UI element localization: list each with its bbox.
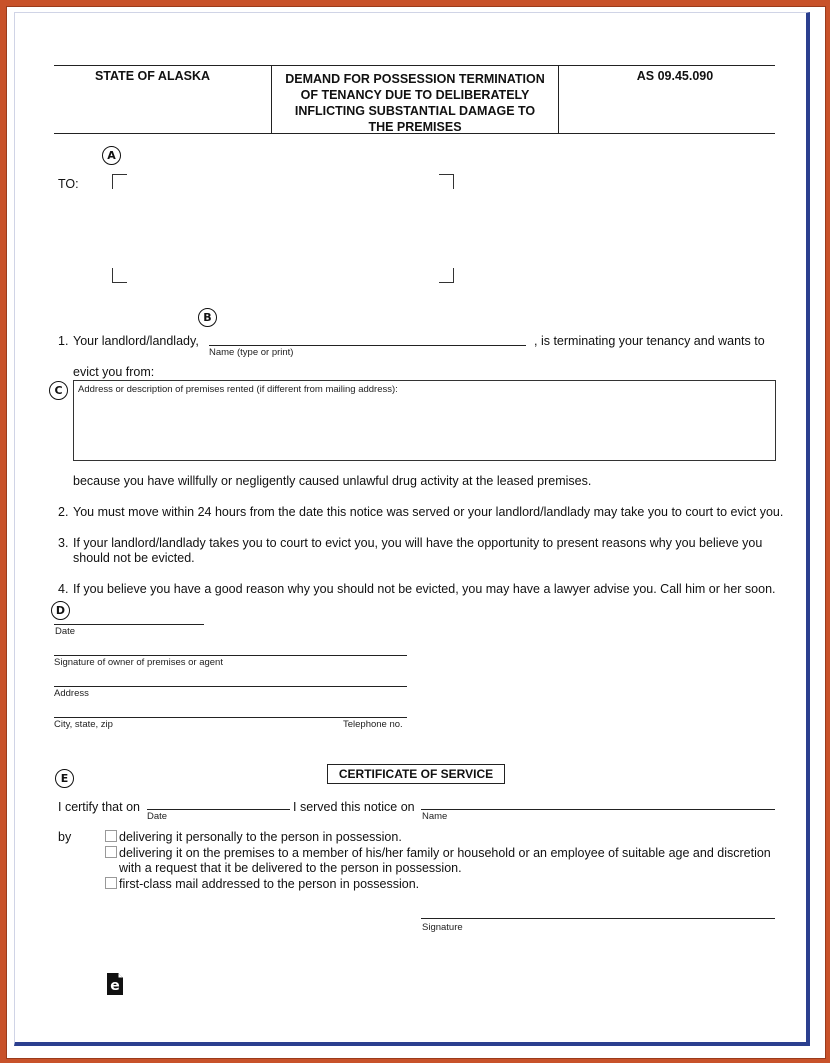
premises-address-box[interactable] bbox=[73, 380, 776, 461]
form-title: DEMAND FOR POSSESSION TERMINATION OF TENANCY DUE TO DELIBERATELY INFLICTING SUBSTANTIAL DAMAGE TO THE PREMISES bbox=[285, 72, 545, 134]
service-date-caption: Date bbox=[147, 811, 168, 822]
item3-number: 3. bbox=[58, 536, 69, 550]
served-name-field[interactable] bbox=[421, 809, 775, 810]
marker-d: D bbox=[51, 601, 70, 620]
marker-c: C bbox=[49, 381, 68, 400]
served-label: I served this notice on bbox=[293, 800, 415, 814]
eforms-logo-letter: e bbox=[110, 978, 120, 994]
telephone-caption: Telephone no. bbox=[343, 719, 403, 730]
certify-lead: I certify that on bbox=[58, 800, 140, 814]
header-divider-right bbox=[558, 65, 559, 133]
eforms-logo-icon bbox=[106, 972, 124, 996]
date-field[interactable] bbox=[54, 624, 204, 625]
item1-lead: Your landlord/landlady, bbox=[73, 334, 199, 348]
option-premises-continuation: with a request that it be delivered to the person in possession. bbox=[119, 861, 462, 875]
landlord-name-field[interactable] bbox=[209, 345, 526, 346]
owner-signature-field[interactable] bbox=[54, 655, 407, 656]
option-premises-checkbox[interactable] bbox=[105, 846, 117, 858]
address-caption: Address bbox=[54, 688, 89, 699]
server-signature-caption: Signature bbox=[422, 922, 463, 933]
certificate-title: CERTIFICATE OF SERVICE bbox=[327, 764, 505, 784]
item4-text: If you believe you have a good reason why you should not be evicted, you may have a lawyer advise you. Call him or her soon. bbox=[73, 582, 776, 596]
owner-signature-caption: Signature of owner of premises or agent bbox=[54, 657, 223, 668]
option-personal-label: delivering it personally to the person in possession. bbox=[119, 830, 402, 844]
marker-a: A bbox=[102, 146, 121, 165]
served-name-caption: Name bbox=[422, 811, 448, 822]
item1-tail: , is terminating your tenancy and wants to bbox=[534, 334, 765, 348]
marker-e: E bbox=[55, 769, 74, 788]
option-premises-label: delivering it on the premises to a member of his/her family or household or an employee of suitable age and discretion bbox=[119, 846, 771, 860]
option-mail-label: first-class mail addressed to the person in possession. bbox=[119, 877, 420, 891]
option-mail-checkbox[interactable] bbox=[105, 877, 117, 889]
date-caption: Date bbox=[55, 626, 76, 637]
because-text: because you have willfully or negligently caused unlawful drug activity at the leased premises. bbox=[73, 474, 592, 488]
city-caption: City, state, zip bbox=[54, 719, 113, 730]
item1-continuation: evict you from: bbox=[73, 365, 155, 379]
address-field[interactable] bbox=[54, 686, 407, 687]
marker-b: B bbox=[198, 308, 217, 327]
item2-number: 2. bbox=[58, 505, 69, 519]
item3-line2: should not be evicted. bbox=[73, 551, 195, 565]
server-signature-field[interactable] bbox=[421, 918, 775, 919]
item3-line1: If your landlord/landlady takes you to court to evict you, you will have the opportunity to present reasons why you believe you bbox=[73, 536, 763, 550]
by-label: by bbox=[58, 830, 72, 844]
item4-number: 4. bbox=[58, 582, 69, 596]
city-phone-field[interactable] bbox=[54, 717, 407, 718]
premises-address-label: Address or description of premises rented (if different from mailing address): bbox=[78, 384, 398, 395]
state-label: STATE OF ALASKA bbox=[94, 69, 211, 83]
service-date-field[interactable] bbox=[147, 809, 290, 810]
option-personal-checkbox[interactable] bbox=[105, 830, 117, 842]
statute-label: AS 09.45.090 bbox=[636, 69, 714, 83]
item1-number: 1. bbox=[58, 334, 69, 348]
name-caption: Name (type or print) bbox=[209, 347, 294, 358]
item2-text: You must move within 24 hours from the date this notice was served or your landlord/landlady may take you to court to evict you. bbox=[73, 505, 784, 519]
header-top-rule bbox=[54, 65, 775, 66]
to-label: TO: bbox=[58, 177, 79, 191]
